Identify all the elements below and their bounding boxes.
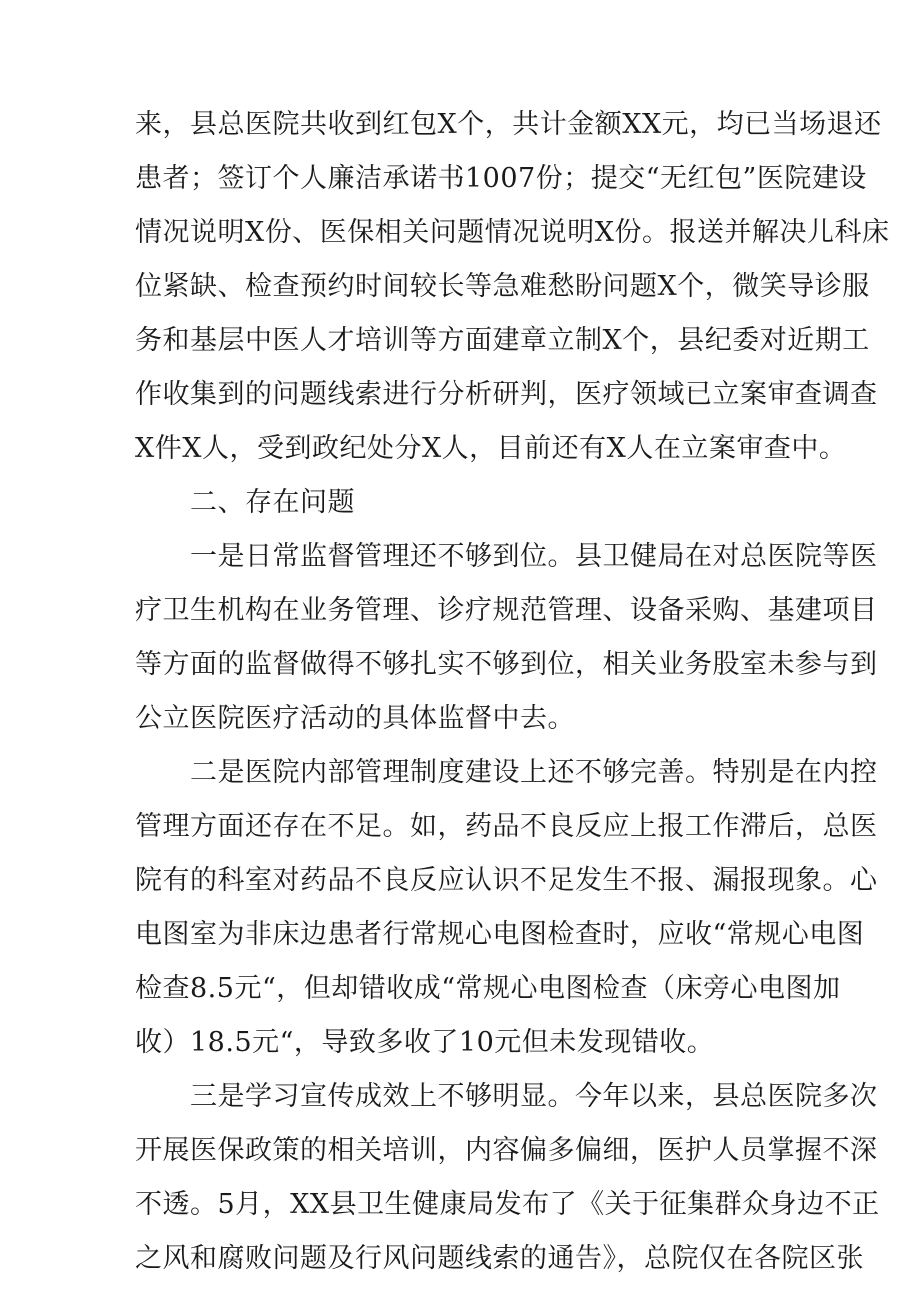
text-line: 患者；签订个人廉洁承诺书1007份；提交“无红包”医院建设 — [135, 163, 867, 194]
text-line: 检查8.5元“，但却错收成“常规心电图检查（床旁心电图加 — [135, 973, 841, 1004]
text-line: 管理方面还存在不足。如，药品不良反应上报工作滞后，总医 — [135, 811, 878, 842]
text-line: 位紧缺、检查预约时间较长等急难愁盼问题X个，微笑导诊服 — [135, 271, 870, 302]
paragraph-first-line: 一是日常监督管理还不够到位。县卫健局在对总医院等医 — [190, 541, 878, 572]
text-line: 来，县总医院共收到红包X个，共计金额XX元，均已当场退还 — [135, 109, 882, 140]
text-line: 情况说明X份、医保相关问题情况说明X份。报送并解决儿科床 — [135, 217, 890, 248]
text-line: 等方面的监督做得不够扎实不够到位，相关业务股室未参与到 — [135, 649, 878, 680]
text-line: 疗卫生机构在业务管理、诊疗规范管理、设备采购、基建项目 — [135, 595, 878, 626]
paragraph-first-line: 二是医院内部管理制度建设上还不够完善。特别是在内控 — [190, 757, 878, 788]
text-line: X件X人，受到政纪处分X人，目前还有X人在立案审查中。 — [135, 433, 847, 464]
text-line: 电图室为非床边患者行常规心电图检查时，应收“常规心电图 — [135, 919, 865, 950]
text-line: 务和基层中医人才培训等方面建章立制X个，县纪委对近期工 — [135, 325, 870, 356]
text-line: 作收集到的问题线索进行分析研判，医疗领域已立案审查调查 — [135, 379, 878, 410]
text-line: 不透。5月，XX县卫生健康局发布了《关于征集群众身边不正 — [135, 1189, 880, 1220]
section-heading: 二、存在问题 — [190, 487, 355, 518]
text-line: 公立医院医疗活动的具体监督中去。 — [135, 703, 575, 734]
text-line: 收）18.5元“，导致多收了10元但未发现错收。 — [135, 1027, 715, 1058]
text-line: 院有的科室对药品不良反应认识不足发生不报、漏报现象。心 — [135, 865, 878, 896]
paragraph-first-line: 三是学习宣传成效上不够明显。今年以来，县总医院多次 — [190, 1081, 878, 1112]
text-line: 之风和腐败问题及行风问题线索的通告》，总院仅在各院区张 — [135, 1243, 864, 1274]
text-line: 开展医保政策的相关培训，内容偏多偏细，医护人员掌握不深 — [135, 1135, 878, 1166]
